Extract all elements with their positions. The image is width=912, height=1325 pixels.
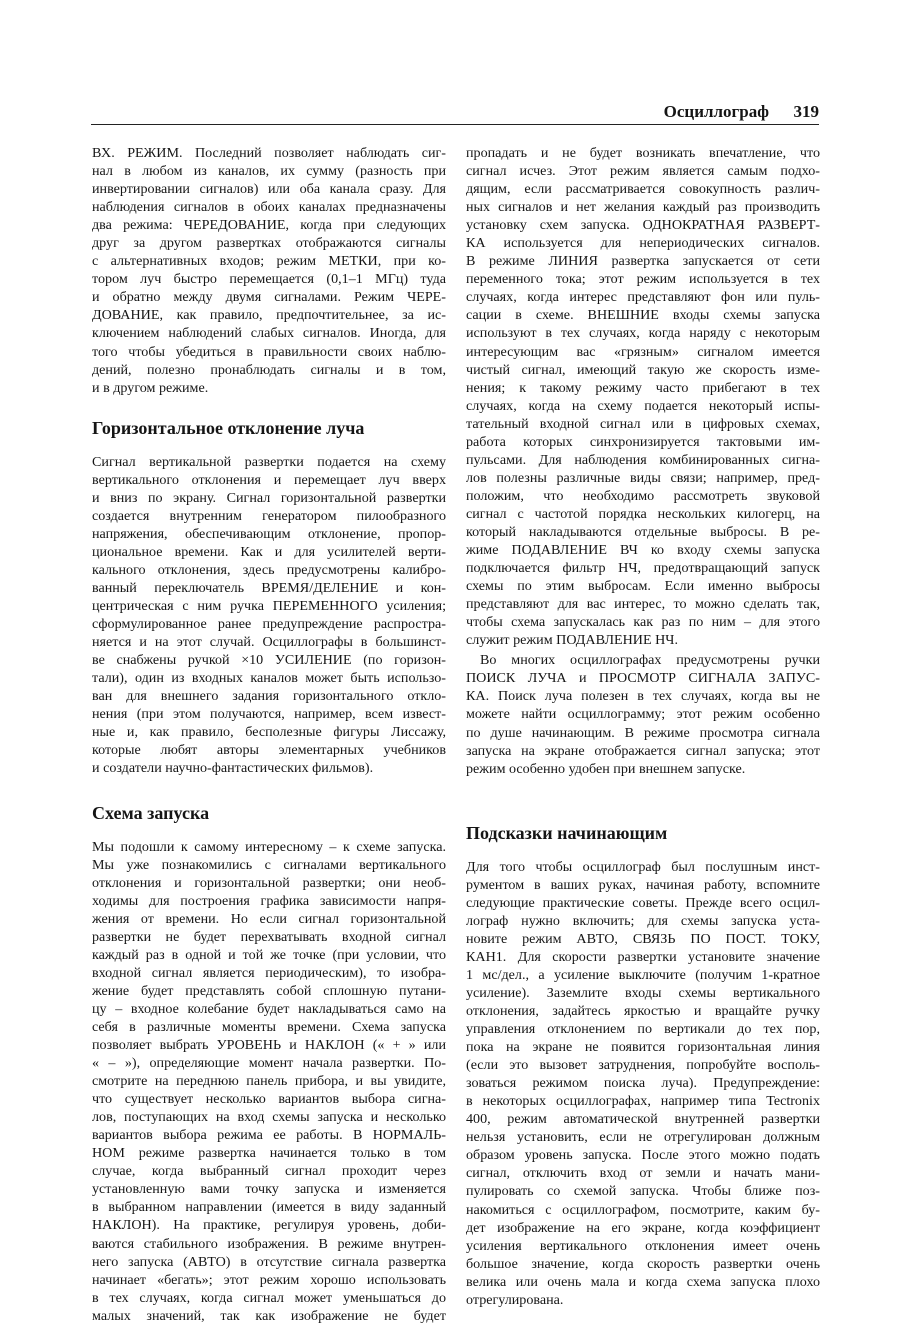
text-line: запуска на экране отображается сигнал запуска; этот: [466, 742, 820, 759]
text-line: начинает «бегать»; этот режим хорошо использовать: [92, 1271, 446, 1288]
text-line: режим особенно удобен при внешнем запуске.: [466, 760, 746, 777]
section-heading-horizontal: Горизонтальное отклонение луча: [92, 417, 365, 438]
text-line: лограф нужно включить; для схемы запуска уста-: [466, 912, 820, 929]
text-line: пропадать и не будет возникать впечатление, что: [466, 145, 820, 161]
text-line: сации в схеме. ВНЕШНИЕ входы схемы запуска: [466, 307, 820, 324]
text-line: схемы по этим выбросам. Если именно выбросы: [466, 578, 820, 595]
text-line: КА. Поиск луча полезен в тех случаях, когда вы не: [466, 688, 820, 705]
text-line: ключением наблюдений слабых сигналов. Иногда, для: [92, 325, 446, 342]
text-line: вариантов выбора режима ее работы. В НОРМАЛЬ-: [92, 1127, 446, 1144]
text-line: Мы уже познакомились с сигналами вертикального: [92, 856, 446, 873]
text-line: велика или очень мала и когда схема запуска плохо: [466, 1273, 820, 1290]
text-line: установленную вами точку запуска и изменяется: [92, 1181, 446, 1198]
text-line: ных сигналов и нет желания каждый раз производить: [466, 199, 820, 216]
text-line: в тех случаях, когда сигнал может уменьшаться до: [92, 1289, 446, 1306]
text-line: большое значение, когда скорость развертки очень: [466, 1255, 820, 1272]
page-number: 319: [793, 102, 819, 121]
text-line: который накладываются отдельные выбросы. В ре-: [466, 523, 820, 540]
text-line: дящим, если рассматривается совокупность различ-: [466, 181, 820, 198]
text-line: чистый сигнал, имеющий такую же скорость изме-: [466, 361, 820, 378]
text-line: работа которых синхронизируется тактовыми им-: [466, 433, 820, 450]
text-line: Мы подошли к самому интересному – к схеме запуска.: [92, 838, 446, 855]
text-line: КАН1. Для скорости развертки установите значение: [466, 948, 820, 965]
text-line: которые любят авторы элементарных учебников: [92, 742, 446, 759]
text-line: ПОИСК ЛУЧА и ПРОСМОТР СИГНАЛА ЗАПУС-: [466, 670, 820, 687]
text-line: развертки не будет перехватывать входной сигнал: [92, 928, 446, 945]
text-line: усиление). Заземлите входы схемы вертикального: [466, 984, 820, 1001]
text-line: того чтобы убедиться в правильности своих наблю-: [92, 343, 446, 360]
text-line: и вниз по экрану. Сигнал горизонтальной развертки: [92, 489, 446, 506]
text-line: Во многих осциллографах предусмотрены ручки: [480, 652, 820, 669]
text-line: наблюдения сигналов в обоих каналах предназначены: [92, 199, 446, 216]
text-line: в некоторых осциллографах, например типа Tectronix: [466, 1093, 820, 1110]
text-line: накомиться с осциллографом, посмотрите, каким бу-: [466, 1201, 820, 1218]
text-line: ванный переключатель ВРЕМЯ/ДЕЛЕНИЕ и кон-: [92, 579, 446, 596]
text-line: дений, полезно пронаблюдать сигналы и в том,: [92, 361, 446, 378]
text-line: случаях, когда на схему подается некоторый испы-: [466, 397, 820, 414]
paragraph-tips: [466, 858, 820, 1309]
text-line: интересующим вас «грязным» сигналом имеется: [466, 343, 820, 360]
text-line: сформулированное ранее предупреждение распростра-: [92, 616, 446, 633]
text-line: смотрите на переднюю панель прибора, и вы увидите,: [92, 1073, 446, 1090]
text-line: « – »), определяющие момент начала развертки. По-: [92, 1055, 446, 1072]
text-line: усиления вертикального отклонения имеет очень: [466, 1237, 820, 1254]
text-line: и в другом режиме.: [92, 379, 209, 396]
text-line: создается внутренним генератором пилообразного: [92, 507, 446, 524]
text-line: 1 мс/дел., а усиление выключите (получим 1-кратное: [466, 966, 820, 983]
left-column: [92, 144, 446, 1325]
text-line: нельзя установить, если не отрегулирован должным: [466, 1129, 820, 1146]
running-header: [91, 100, 819, 125]
text-line: пульсами. Для наблюдения комбинированных сигна-: [466, 451, 820, 468]
text-line: друг за другом развертках отображаются сигналы: [92, 235, 446, 252]
text-line: рументом в ваших руках, начиная работу, вспомните: [466, 876, 820, 893]
paragraph-horizontal: [92, 453, 446, 778]
text-line: кального отклонения, здесь предусмотрены калибро-: [92, 561, 446, 578]
text-line: няется и на этот случай. Осциллографы в большинст-: [92, 634, 446, 651]
text-line: жение будет представлять собой сплошную путани-: [92, 982, 446, 999]
text-line: Для того чтобы осциллограф был послушным инст-: [466, 858, 820, 875]
text-line: дет изображение на его экране, когда коэффициент: [466, 1219, 820, 1236]
text-line: отклонения и горизонтальной развертки; они необ-: [92, 874, 446, 891]
text-line: можете найти осциллограмму; этот режим особенно: [466, 706, 820, 723]
text-line: Сигнал вертикальной развертки подается на схему: [92, 453, 446, 470]
text-line: тором луч быстро перемещается (0,1–1 МГц) туда: [92, 271, 446, 288]
running-title: Осциллограф: [663, 102, 769, 121]
text-line: два режима: ЧЕРЕДОВАНИЕ, когда при следующих: [92, 217, 446, 234]
text-line: ходимы для построения графика зависимости напря-: [92, 892, 446, 909]
text-line: лов полезны различные виды связи; например, пред-: [466, 469, 820, 486]
text-line: в выбранном направлении (имеется в виду заданный: [92, 1199, 446, 1216]
text-line: ные и, как правило, бесполезные фигуры Лиссажу,: [92, 724, 446, 741]
text-line: нения (при этом получаются, например, всем извест-: [92, 706, 446, 723]
text-line: установку схем запуска. ОДНОКРАТНАЯ РАЗВЕРТ-: [466, 217, 820, 234]
text-line: по душе начинающим. В режиме просмотра сигнала: [466, 724, 820, 741]
text-line: переменного тока; этот режим используется в тех: [466, 271, 820, 288]
text-line: чтобы схема запускалась как раз по ним – для этого: [466, 614, 820, 631]
text-line: случае, когда выбранный сигнал проходит через: [92, 1163, 446, 1180]
text-line: и создатели научно-фантастических фильмов).: [92, 760, 374, 777]
text-line: с альтернативных входов; режим МЕТКИ, при ко-: [92, 253, 446, 270]
text-line: отклонения, задайтесь яркостью и вращайте ручку: [466, 1003, 820, 1020]
text-line: КА используется для непериодических сигналов.: [466, 235, 820, 252]
text-line: него запуска (АВТО) в отсутствие сигнала развертка: [92, 1253, 446, 1270]
text-line: цу – входное колебание будет накладываться само на: [92, 1000, 446, 1017]
text-line: каждый раз в одной и той же точке (при условии, что: [92, 946, 446, 963]
text-line: управления отклонением по вертикали до тех пор,: [466, 1021, 820, 1038]
text-line: ВХ. РЕЖИМ. Последний позволяет наблюдать сиг-: [92, 145, 446, 161]
text-line: новите режим АВТО, СВЯЗЬ ПО ПОСТ. ТОКУ,: [466, 930, 820, 947]
text-line: (если это вызовет затруднения, попробуйте восполь-: [466, 1057, 820, 1074]
text-line: В режиме ЛИНИЯ развертка запускается от сети: [466, 253, 820, 270]
text-line: нения; к такому режиму часто прибегают в тех: [466, 379, 820, 396]
right-column: [466, 144, 820, 1309]
text-line: сигнал, отключить вход от земли и начать мани-: [466, 1165, 820, 1182]
text-line: отрегулирована.: [466, 1291, 564, 1308]
text-line: случаях, когда интерес представляют фон или пуль-: [466, 289, 820, 306]
paragraph-continued: [92, 144, 446, 397]
text-line: пока на экране не появится горизонтальная линия: [466, 1039, 820, 1056]
paragraph-trigger: [92, 838, 446, 1325]
text-line: ве снабжены ручкой ×10 УСИЛЕНИЕ (по горизон-: [92, 652, 446, 669]
text-line: лов, поступающих на вход схемы запуска и несколько: [92, 1109, 446, 1126]
text-line: малых значений, так как изображение не будет: [92, 1307, 446, 1324]
text-line: используют в тех случаях, когда наряду с некоторым: [466, 325, 820, 342]
text-line: сигнал исчез. Этот режим является самым подхо-: [466, 163, 820, 180]
text-line: зоваться режимом поиска луча). Предупреждение:: [466, 1075, 820, 1092]
paragraph-search: [466, 651, 820, 777]
text-line: положим, что необходимо рассмотреть звуковой: [466, 487, 820, 504]
text-line: позволяет выбрать УРОВЕНЬ и НАКЛОН (« + » или: [92, 1037, 446, 1054]
text-line: тали), один из входных каналов может быть использо-: [92, 670, 446, 687]
text-line: следующие практические советы. Прежде всего осцил-: [466, 894, 820, 911]
text-line: и обратно между двумя сигналами. Режим ЧЕРЕ-: [92, 289, 446, 306]
text-line: циональное времени. Как и для усилителей верти-: [92, 543, 446, 560]
text-line: жения от времени. Но если сигнал горизонтальной: [92, 910, 446, 927]
text-line: вертикального отклонения и перемещает луч вверх: [92, 471, 446, 488]
text-line: пулировать со схемой запуска. Чтобы ближе поз-: [466, 1183, 820, 1200]
text-line: подключается фильтр НЧ, предотвращающий запуск: [466, 560, 820, 577]
text-line: НАКЛОН). На практике, регулируя уровень, доби-: [92, 1217, 446, 1234]
text-line: тательный входной сигнал или в цифровых схемах,: [466, 415, 820, 432]
section-heading-trigger: Схема запуска: [92, 802, 210, 823]
text-line: нал в любом из каналов, их сумму (разность при: [92, 163, 446, 180]
text-line: ваются стабильного изображения. В режиме внутрен-: [92, 1235, 446, 1252]
text-line: центрическая с ним ручка ПЕРЕМЕННОГО усиления;: [92, 598, 446, 615]
section-heading-tips: Подсказки начинающим: [466, 822, 668, 843]
text-line: НОМ режиме развертка начинается только в том: [92, 1145, 446, 1162]
text-line: представляют для вас интерес, то можно сделать так,: [466, 596, 820, 613]
text-line: жиме ПОДАВЛЕНИЕ ВЧ ко входу схемы запуска: [466, 542, 820, 559]
text-line: что существует несколько вариантов выбора сигна-: [92, 1091, 446, 1108]
paragraph-continued-right: [466, 144, 820, 649]
text-line: себя в различные моменты времени. Схема запуска: [92, 1018, 446, 1035]
text-line: напряжения, обеспечивающим отклонение, пропор-: [92, 525, 446, 542]
text-line: образом уровень запуска. После этого можно подать: [466, 1147, 820, 1164]
text-line: ДОВАНИЕ, как правило, предпочтительнее, за ис-: [92, 307, 446, 324]
text-line: сигнал с частотой порядка нескольких килогерц, на: [466, 505, 820, 522]
text-line: 400, режим автоматической внутренней развертки: [466, 1111, 820, 1128]
text-line: входной сигнал является периодическим), то изобра-: [92, 964, 446, 981]
text-line: ван для внешнего задания горизонтального откло-: [92, 688, 446, 705]
text-line: инвертировании сигналов) или оба канала сразу. Для: [92, 181, 446, 198]
text-line: служит режим ПОДАВЛЕНИЕ НЧ.: [466, 632, 678, 649]
